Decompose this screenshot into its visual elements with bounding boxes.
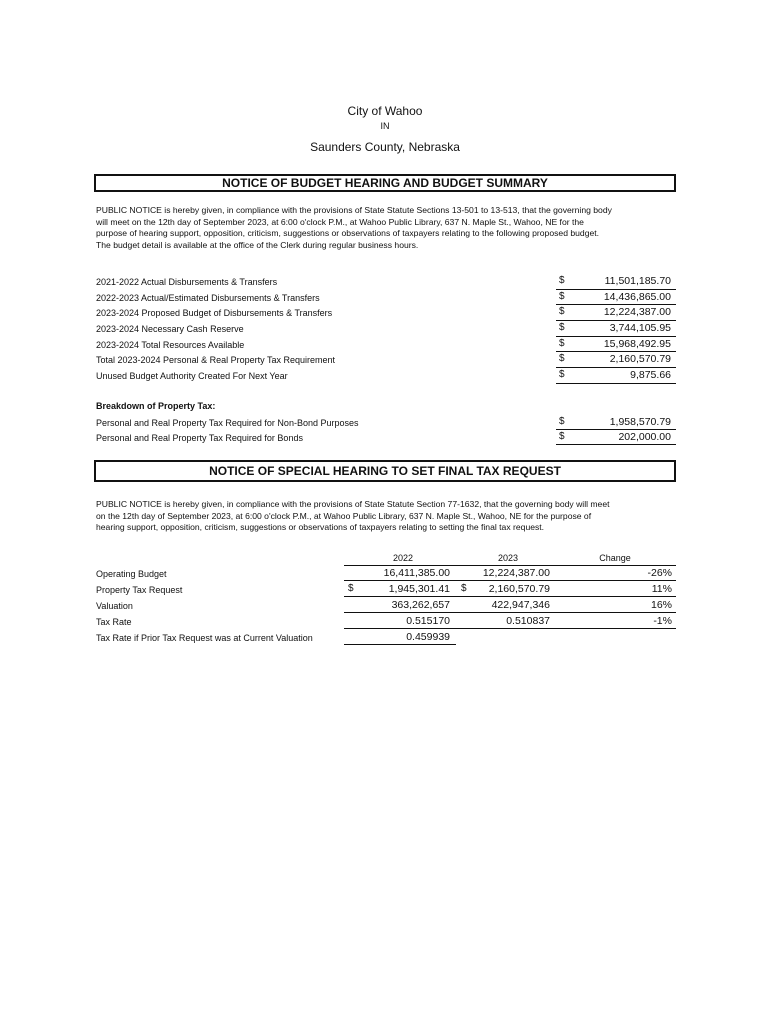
value-2022: 0.515170 bbox=[406, 615, 450, 627]
paragraph-line: The budget detail is available at the office of the Clerk during regular business hours. bbox=[96, 239, 419, 250]
row-amount: 15,968,492.95 bbox=[603, 338, 671, 350]
value-2022: 363,262,657 bbox=[391, 599, 450, 611]
row-amount: 14,436,865.00 bbox=[603, 291, 671, 303]
row-label: 2021-2022 Actual Disbursements & Transfers bbox=[96, 277, 278, 287]
row-label: Operating Budget bbox=[96, 569, 167, 579]
underline bbox=[556, 429, 676, 430]
dollar-sign: $ bbox=[348, 583, 354, 594]
underline bbox=[556, 304, 676, 305]
dollar-sign: $ bbox=[559, 322, 565, 333]
column-header-2023: 2023 bbox=[497, 553, 519, 563]
city-name: City of Wahoo bbox=[347, 104, 423, 118]
underline bbox=[344, 644, 456, 645]
special-notice-title bbox=[94, 460, 676, 482]
row-amount: 11,501,185.70 bbox=[604, 275, 671, 287]
dollar-sign: $ bbox=[559, 338, 565, 349]
underline bbox=[556, 336, 676, 337]
budget-notice-title bbox=[94, 174, 676, 192]
dollar-sign: $ bbox=[559, 306, 565, 317]
row-label: Unused Budget Authority Created For Next Year bbox=[96, 371, 288, 381]
column-header-change: Change bbox=[599, 553, 631, 563]
row-label: Tax Rate if Prior Tax Request was at Current Valuation bbox=[96, 633, 313, 643]
underline bbox=[556, 383, 676, 384]
budget-notice-title-text: NOTICE OF BUDGET HEARING AND BUDGET SUMMARY bbox=[222, 176, 548, 190]
dollar-sign: $ bbox=[559, 291, 565, 302]
special-notice-title-text: NOTICE OF SPECIAL HEARING TO SET FINAL TAX REQUEST bbox=[209, 464, 561, 478]
value-2023: 422,947,346 bbox=[491, 599, 550, 611]
dollar-sign: $ bbox=[559, 416, 565, 427]
row-label: Total 2023-2024 Personal & Real Property Tax Requirement bbox=[96, 355, 335, 365]
row-label: 2023-2024 Necessary Cash Reserve bbox=[96, 324, 244, 334]
paragraph-line: purpose of hearing support, opposition, criticism, suggestions or observations of taxpayers relating to the following proposed budget. bbox=[96, 228, 600, 238]
dollar-sign: $ bbox=[559, 353, 565, 364]
change-value: 16% bbox=[650, 599, 672, 611]
row-label: Tax Rate bbox=[96, 617, 132, 627]
value-2022: 16,411,385.00 bbox=[383, 567, 450, 579]
dollar-sign: $ bbox=[559, 369, 565, 380]
underline bbox=[344, 580, 676, 581]
underline bbox=[556, 367, 676, 368]
change-value: 11% bbox=[651, 583, 672, 595]
paragraph-line: hearing support, opposition, criticism, suggestions or observations of taxpayers relating to setting the final tax request. bbox=[96, 522, 545, 532]
row-amount: 1,958,570.79 bbox=[609, 416, 671, 428]
dollar-sign: $ bbox=[559, 431, 565, 442]
dollar-sign: $ bbox=[461, 583, 467, 594]
row-label: Personal and Real Property Tax Required for Non-Bond Purposes bbox=[96, 418, 359, 428]
row-label: Property Tax Request bbox=[96, 585, 183, 595]
paragraph-line: on the 12th day of September 2023, at 6:00 o'clock P.M., at Wahoo Public Library, 637 N. Maple St., Wahoo, NE for the purpose of bbox=[96, 510, 592, 521]
value-2023: 2,160,570.79 bbox=[488, 583, 550, 595]
paragraph-line: PUBLIC NOTICE is hereby given, in compliance with the provisions of State Statute Section 77-1632, that the governing body will meet bbox=[96, 499, 610, 509]
row-label: Valuation bbox=[96, 601, 133, 611]
row-label: 2023-2024 Total Resources Available bbox=[96, 340, 245, 350]
value-2022: 0.459939 bbox=[406, 631, 450, 643]
change-value: -26% bbox=[647, 567, 672, 579]
underline bbox=[556, 444, 676, 445]
dollar-sign: $ bbox=[559, 275, 565, 286]
row-label: Personal and Real Property Tax Required for Bonds bbox=[96, 433, 303, 443]
underline bbox=[344, 628, 676, 629]
value-2022: 1,945,301.41 bbox=[388, 583, 450, 595]
underline bbox=[556, 351, 676, 352]
value-2023: 0.510837 bbox=[506, 615, 550, 627]
paragraph-line: PUBLIC NOTICE is hereby given, in compliance with the provisions of State Statute Sections 13-501 to 13-513, that the governing body bbox=[96, 205, 612, 215]
change-value: -1% bbox=[653, 615, 672, 627]
row-amount: 12,224,387.00 bbox=[603, 306, 671, 318]
row-label: 2022-2023 Actual/Estimated Disbursements & Transfers bbox=[96, 293, 320, 303]
underline bbox=[556, 320, 676, 321]
breakdown-heading: Breakdown of Property Tax: bbox=[96, 401, 216, 411]
underline bbox=[556, 289, 676, 290]
special-notice-paragraph bbox=[96, 499, 676, 534]
row-amount: 202,000.00 bbox=[618, 431, 671, 443]
underline bbox=[344, 612, 676, 613]
row-amount: 2,160,570.79 bbox=[609, 353, 671, 365]
underline bbox=[344, 596, 676, 597]
in-label: IN bbox=[380, 121, 390, 131]
header-underline bbox=[344, 565, 676, 566]
budget-notice-paragraph bbox=[96, 205, 676, 251]
value-2023: 12,224,387.00 bbox=[482, 567, 550, 579]
county-name: Saunders County, Nebraska bbox=[310, 140, 460, 154]
paragraph-line: will meet on the 12th day of September 2023, at 6:00 o'clock P.M., at Wahoo Public Library, 637 N. Maple St., Wahoo, NE for the bbox=[96, 216, 584, 227]
column-header-2022: 2022 bbox=[392, 553, 414, 563]
row-amount: 3,744,105.95 bbox=[609, 322, 671, 334]
row-label: 2023-2024 Proposed Budget of Disbursements & Transfers bbox=[96, 308, 333, 318]
row-amount: 9,875.66 bbox=[630, 369, 671, 381]
